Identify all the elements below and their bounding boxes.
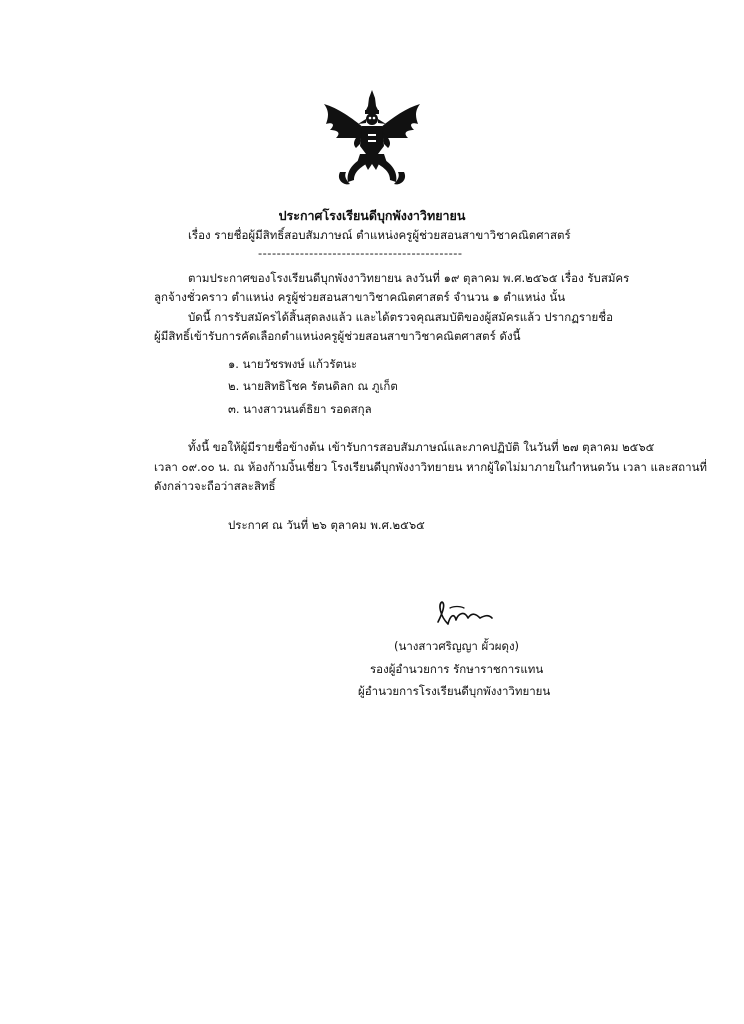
signatory-name: (นางสาวศริญญา ผั้วผดุง) [394,639,520,653]
signatory-position-1: รองผู้อำนวยการ รักษาราชการแทน [370,662,544,676]
handwritten-signature [428,596,512,632]
paragraph-3-line-1: ทั้งนี้ ขอให้ผู้มีรายชื่อข้างต้น เข้ารับการสอบสัมภาษณ์และภาคปฏิบัติ ในวันที่ ๒๗ ตุลาคม ๒๕๖๕ [188,440,655,454]
announcement-title: ประกาศโรงเรียนดีบุกพังงาวิทยายน [278,208,466,223]
signatory-position-2: ผู้อำนวยการโรงเรียนดีบุกพังงาวิทยายน [358,684,551,698]
title-divider: -------------------------------------------- [258,246,463,260]
announcement-date: ประกาศ ณ วันที่ ๒๖ ตุลาคม พ.ศ.๒๕๖๕ [228,518,425,532]
paragraph-1-line-2: ลูกจ้างชั่วคราว ตำแหน่ง ครูผู้ช่วยสอนสาขาวิชาคณิตศาสตร์ จำนวน ๑ ตำแหน่ง นั้น [154,290,566,304]
paragraph-2-line-1: บัดนี้ การรับสมัครได้สิ้นสุดลงแล้ว และได้ตรวจคุณสมบัติของผู้สมัครแล้ว ปรากฏรายชื่อ [188,310,614,324]
candidate-item: ๓. นางสาวนนต์ธิยา รอดสกุล [228,402,372,416]
garuda-emblem [322,88,422,188]
paragraph-2-line-2: ผู้มีสิทธิ์เข้ารับการคัดเลือกตำแหน่งครูผู้ช่วยสอนสาขาวิชาคณิตศาสตร์ ดังนี้ [154,329,521,343]
candidate-item: ๒. นายสิทธิโชค รัตนดิลก ณ ภูเก็ต [228,379,398,393]
paragraph-1-line-1: ตามประกาศของโรงเรียนดีบุกพังงาวิทยายน ลงวันที่ ๑๙ ตุลาคม พ.ศ.๒๕๖๕ เรื่อง รับสมัคร [188,271,630,285]
announcement-subject: เรื่อง รายชื่อผู้มีสิทธิ์สอบสัมภาษณ์ ตำแหน่งครูผู้ช่วยสอนสาขาวิชาคณิตศาสตร์ [188,228,571,242]
paragraph-3-line-3: ดังกล่าวจะถือว่าสละสิทธิ์ [154,479,276,493]
candidate-item: ๑. นายวัชรพงษ์ แก้วรัตนะ [228,357,358,371]
paragraph-3-line-2: เวลา ๐๙.๐๐ น. ณ ห้องก้ามงิ้นเชี่ยว โรงเรียนดีบุกพังงาวิทยายน หากผู้ใดไม่มาภายในกำหนดวัน เวลา และสถานที่ [154,460,708,474]
